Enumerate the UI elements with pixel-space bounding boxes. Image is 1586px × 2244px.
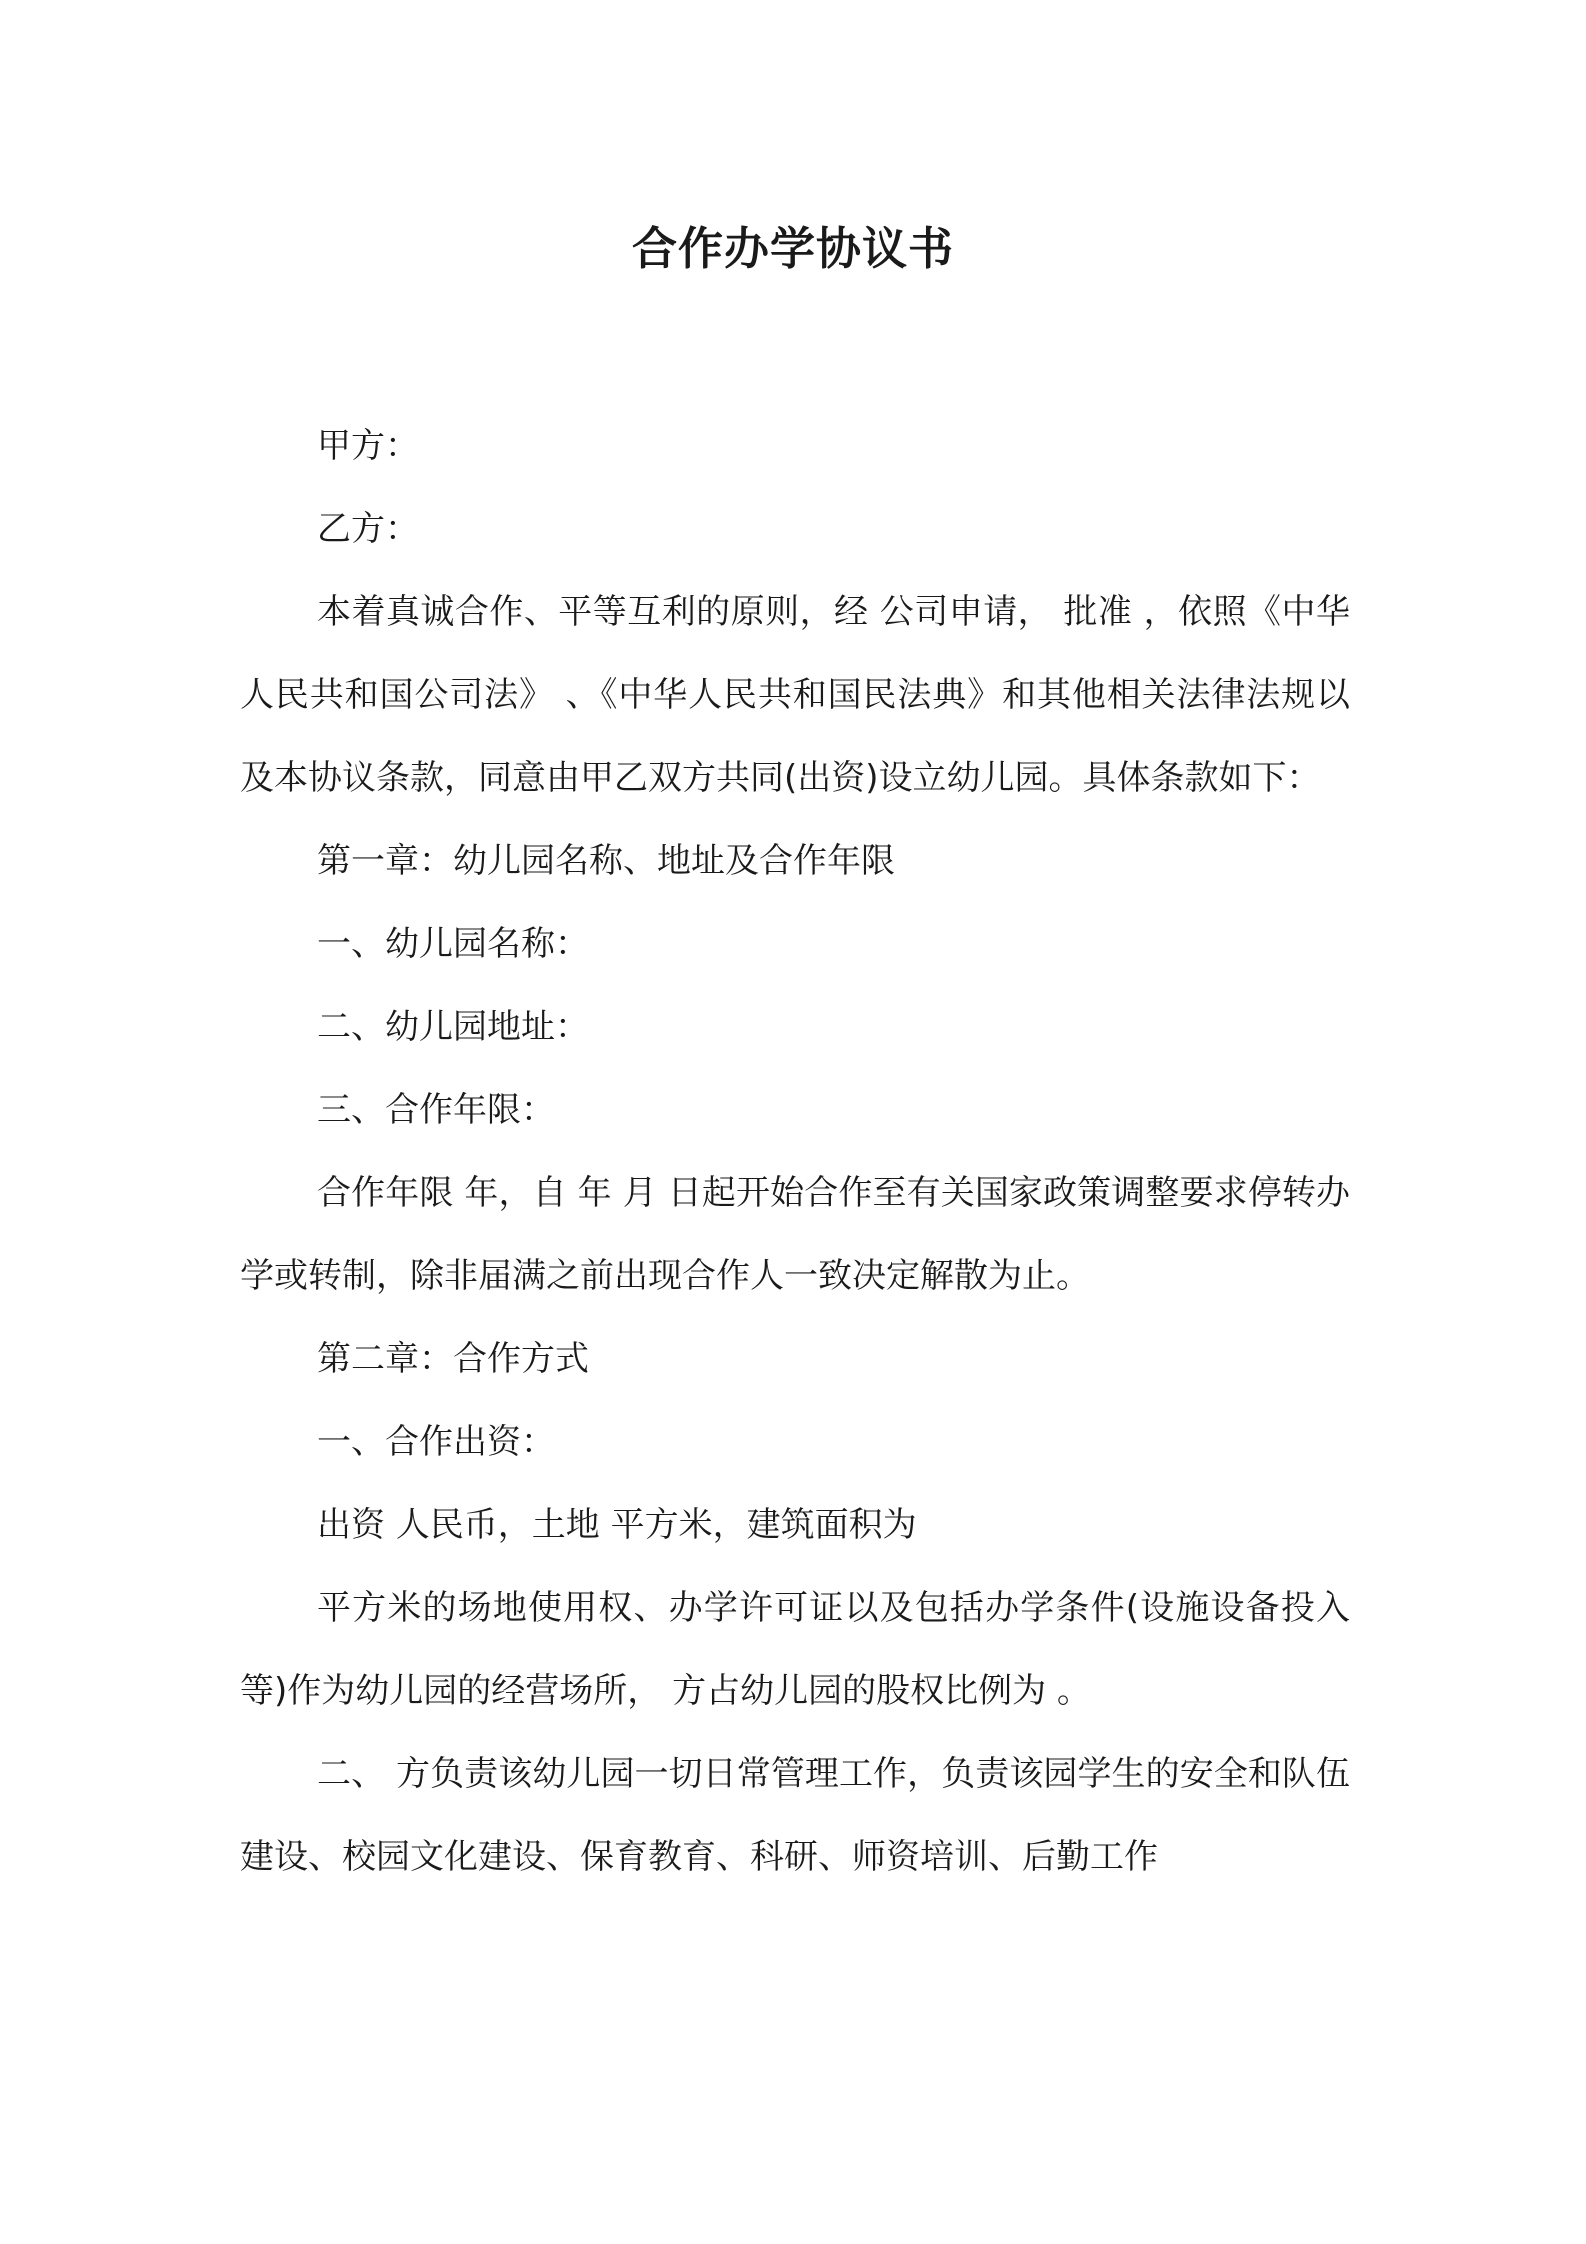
chapter-1-heading: 第一章：幼儿园名称、地址及合作年限 <box>317 841 895 881</box>
cooperation-term-item: 三、合作年限： <box>317 1090 555 1130</box>
investment-line: 出资 人民币，土地 平方米，建筑面积为 <box>317 1505 917 1545</box>
chapter-2-heading: 第二章：合作方式 <box>317 1339 589 1379</box>
document-body <box>240 405 1350 1899</box>
party-b-line: 乙方： <box>317 509 419 549</box>
management-paragraph: 二、 方负责该幼儿园一切日常管理工作，负责该园学生的安全和队伍建设、校园文化建设、保育教育、科研、师资培训、后勤工作 <box>240 1754 1350 1877</box>
kindergarten-address-item: 二、幼儿园地址： <box>317 1007 589 1047</box>
kindergarten-name-item: 一、幼儿园名称： <box>317 924 589 964</box>
investment-item: 一、合作出资： <box>317 1422 555 1462</box>
investment-paragraph: 平方米的场地使用权、办学许可证以及包括办学条件(设施设备投入等)作为幼儿园的经营场所， 方占幼儿园的股权比例为 。 <box>240 1588 1350 1711</box>
party-a-line: 甲方： <box>317 426 419 466</box>
preamble-paragraph: 本着真诚合作、平等互利的原则，经 公司申请， 批准 ，依照《中华人民共和国公司法》 、《中华人民共和国民法典》和其他相关法律法规以及本协议条款，同意由甲乙双方共同(出资)设立幼儿园。具体条款如下： <box>240 592 1350 798</box>
cooperation-term-paragraph: 合作年限 年，自 年 月 日起开始合作至有关国家政策调整要求停转办学或转制，除非届满之前出现合作人一致决定解散为止。 <box>240 1173 1350 1296</box>
document-title: 合作办学协议书 <box>631 222 954 275</box>
